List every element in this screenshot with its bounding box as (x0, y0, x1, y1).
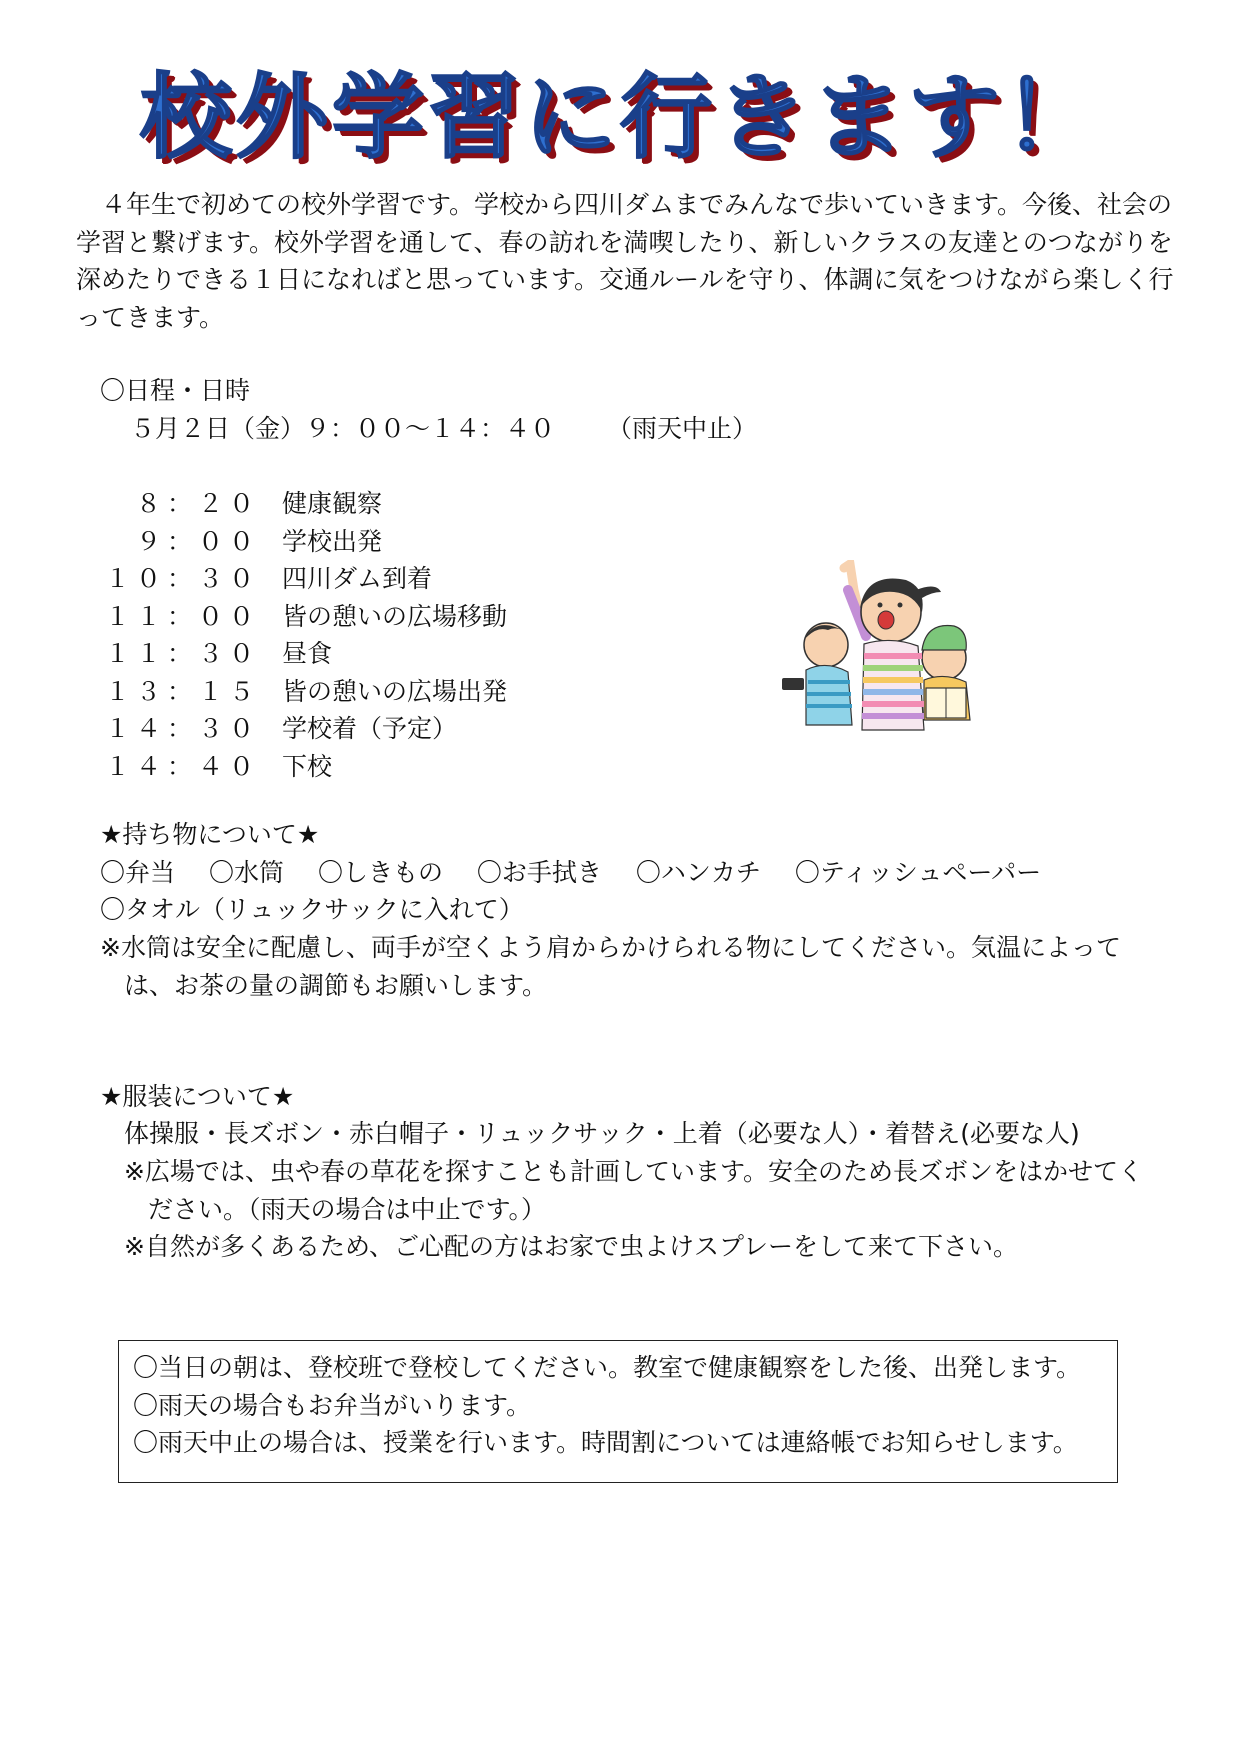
schedule-activity: 皆の憩いの広場出発 (282, 676, 508, 706)
intro-paragraph: ４年生で初めての校外学習です。学校から四川ダムまでみんなで歩いていきます。今後、社会の学習と繋げます。校外学習を通して、春の訪れを満喫したり、新しいクラスの友達とのつながりを深めたりできる１日になればと思っています。交通ルールを守り、体調に気をつけながら楽しく行ってきます。 (76, 190, 1174, 332)
schedule-time: １１：００ (104, 601, 260, 631)
notice-line: 〇雨天の場合もお弁当がいります。 (133, 1390, 532, 1420)
belongings-heading: ★持ち物について★ (100, 820, 320, 849)
clothing-items: 体操服・長ズボン・赤白帽子・リュックサック・上着（必要な人）・着替え(必要な人) (124, 1119, 1080, 1148)
schedule-row (100, 635, 507, 673)
child-right (922, 626, 970, 721)
clothing-note-1: ※広場では、虫や春の草花を探すことも計画しています。安全のため長ズボンをはかせてください。（雨天の場合は中止です。） (124, 1157, 1143, 1224)
schedule-section (100, 372, 757, 447)
schedule-row (100, 710, 507, 748)
schedule-activity: 四川ダム到着 (282, 564, 433, 593)
schedule-date-line (100, 410, 757, 448)
belongings-section (100, 816, 1067, 929)
schedule-list (100, 485, 507, 785)
page-title: 校外学習に行きます！ (139, 64, 1100, 171)
schedule-activity: 下校 (282, 751, 333, 781)
notice-box (118, 1340, 1118, 1483)
schedule-time: ９：００ (135, 526, 260, 556)
belonging-item: 〇弁当 (100, 857, 176, 887)
schedule-activity: 皆の憩いの広場移動 (282, 601, 508, 631)
notice-line: 〇雨天中止の場合は、授業を行います。時間割については連絡帳でお知らせします。 (133, 1428, 1078, 1457)
schedule-activity: 学校出発 (282, 526, 383, 556)
schedule-time: ８：２０ (135, 489, 260, 518)
schedule-row (100, 523, 507, 561)
schedule-time: １３：１５ (104, 676, 260, 706)
belonging-item: 〇水筒 (208, 857, 284, 887)
schedule-activity: 昼食 (282, 639, 333, 668)
schedule-rain-note: （雨天中止） (607, 413, 758, 443)
child-left (782, 623, 852, 725)
notice-line: 〇当日の朝は、登校班で登校してください。教室で健康観察をした後、出発します。 (133, 1353, 1082, 1382)
schedule-activity: 学校着（予定） (282, 714, 458, 743)
belongings-items (100, 854, 1067, 892)
schedule-date: ５月２日（金）９：００～１４：４０ (130, 413, 556, 443)
schedule-time: １４：４０ (104, 751, 260, 781)
schedule-row (100, 560, 507, 598)
belongings-towel: 〇タオル（リュックサックに入れて） (100, 895, 524, 924)
schedule-row (100, 748, 507, 786)
schedule-row (100, 485, 507, 523)
clothing-note-2: ※自然が多くあるため、ご心配の方はお家で虫よけスプレーをして来て下さい。 (124, 1232, 1018, 1261)
belonging-item: 〇ティッシュペーパー (794, 857, 1042, 887)
schedule-row (100, 673, 507, 711)
schedule-activity: 健康観察 (282, 489, 383, 518)
schedule-time: １４：３０ (104, 714, 260, 743)
belonging-item: 〇お手拭き (476, 857, 602, 887)
schedule-heading: 〇日程・日時 (100, 376, 251, 405)
clothing-heading: ★服装について★ (100, 1082, 295, 1111)
belonging-item: 〇ハンカチ (635, 857, 761, 887)
belonging-item: 〇しきもの (317, 857, 443, 887)
belongings-note: ※水筒は安全に配慮し、両手が空くよう肩からかけられる物にしてください。気温によっては、お茶の量の調節もお願いします。 (100, 933, 1121, 1000)
schedule-time: １０：３０ (104, 564, 260, 593)
children-excursion-illustration (776, 560, 986, 748)
schedule-time: １１：３０ (104, 639, 260, 668)
schedule-row (100, 598, 507, 636)
